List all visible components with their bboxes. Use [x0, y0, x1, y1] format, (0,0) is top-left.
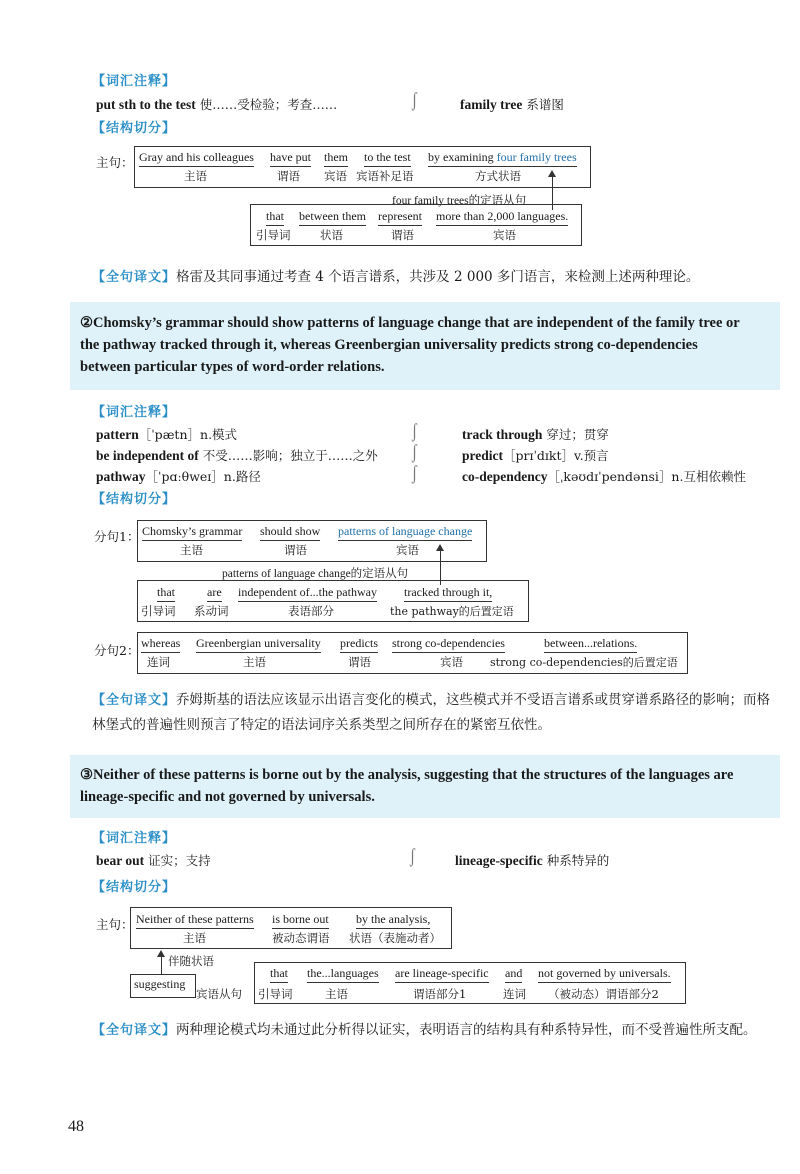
segment: suggesting [134, 977, 186, 991]
segment: Greenbergian universality [196, 636, 321, 653]
segment-label: 状语 [320, 228, 343, 242]
translation: 【全句译文】格雷及其同事通过考查 4 个语言谱系，共涉及 2 000 多门语言，来检测上述两种理论。 [92, 269, 700, 285]
clause2-prefix: 分句2： [94, 643, 140, 658]
segment: that [266, 209, 284, 226]
translation: 【全句译文】乔姆斯基的语法应该显示出语言变化的模式，这些模式并不受语言谱系或贯穿谱系路径的影响；而格林堡式的普遍性则预言了特定的语法词序关系类型之间所存在的紧密互依性。 [92, 692, 771, 733]
vocab-item: lineage-specific 种系特异的 [455, 853, 610, 868]
segment-label: 宾语 [493, 228, 516, 242]
segment-label: （被动态）谓语部分2 [548, 987, 659, 1001]
vocab-item: be independent of 不受……影响；独立于……之外 [96, 448, 378, 463]
sentence: ③Neither of these patterns is borne out by the analysis, suggesting that the structures of the languages are lineage-specific and not governed by universals. [80, 767, 734, 805]
clause-note: 伴随状语 [168, 954, 214, 968]
segment-label: 连词 [147, 655, 170, 669]
segment-label: the pathway的后置定语 [390, 605, 514, 618]
segment-label: 表语部分 [288, 604, 334, 618]
segment: between them [299, 209, 366, 226]
separator: ʃ [412, 90, 417, 112]
vocab-heading: 【词汇注释】 [92, 405, 177, 420]
vocab-heading: 【词汇注释】 [92, 74, 177, 89]
segment: Neither of these patterns [136, 912, 254, 929]
segment: are lineage-specific [395, 966, 489, 983]
sentence: ②Chomsky’s grammar should show patterns of language change that are independent of the family tree or the pathway tracked through it, whereas Greenbergian universality predicts strong co-dependencies between particular types of word-order relations. [80, 315, 740, 375]
segment: between...relations. [544, 636, 637, 653]
segment-label: 状语（表施动者） [349, 931, 441, 945]
vocab-item: pathway［ˈpɑːθweɪ］n.路径 [96, 469, 261, 484]
struct-heading: 【结构切分】 [92, 492, 177, 507]
separator: ʃ [410, 846, 415, 868]
vocab-item: family tree 系谱图 [460, 97, 564, 112]
segment-label: 主语 [180, 543, 203, 557]
segment: are [207, 585, 222, 602]
segment-label: 主语 [243, 655, 266, 669]
separator: ʃ [412, 463, 417, 485]
translation: 【全句译文】两种理论模式均未通过此分析得以证实，表明语言的结构具有种系特异性，而不受普遍性所支配。 [92, 1022, 757, 1038]
segment-label: 宾语 [440, 655, 463, 669]
segment-label: 宾语补足语 [356, 169, 414, 183]
separator: ʃ [412, 421, 417, 443]
arrow-up-icon [548, 170, 556, 177]
segment-label: 主语 [325, 987, 348, 1001]
segment-label: 系动词 [194, 604, 229, 618]
segment: whereas [141, 636, 180, 653]
arrow-up-icon [436, 544, 444, 551]
segment-label: 连词 [503, 987, 526, 1001]
clause-note: patterns of language change的定语从句 [222, 568, 409, 580]
vocab-item: track through 穿过；贯穿 [462, 427, 609, 442]
segment: have put [270, 150, 311, 167]
segment: them [324, 150, 348, 167]
segment: by the analysis, [356, 912, 430, 929]
vocab-item: bear out 证实；支持 [96, 853, 211, 868]
vocab-item: predict［prɪˈdɪkt］v.预言 [462, 448, 609, 463]
vocab-heading: 【词汇注释】 [92, 831, 177, 846]
segment-label: 谓语 [348, 655, 371, 669]
segment: that [157, 585, 175, 602]
segment-label: 谓语部分1 [413, 987, 467, 1001]
segment: Gray and his colleagues [139, 150, 254, 167]
segment: is borne out [272, 912, 329, 929]
segment: patterns of language change [338, 524, 472, 541]
segment-label: 引导词 [258, 987, 293, 1001]
clause1-prefix: 分句1： [94, 529, 140, 544]
segment: by examining four family trees [428, 150, 577, 167]
segment: that [270, 966, 288, 983]
segment: the...languages [307, 966, 379, 983]
struct-heading: 【结构切分】 [92, 880, 177, 895]
struct-heading: 【结构切分】 [92, 121, 177, 136]
segment-label: 宾语从句 [196, 987, 242, 1001]
segment-label: 宾语 [396, 543, 419, 557]
segment-label: 宾语 [324, 169, 347, 183]
page-number: 48 [68, 1118, 84, 1135]
segment-label: 谓语 [277, 169, 300, 183]
segment: and [505, 966, 522, 983]
segment-label: 主语 [184, 169, 207, 183]
segment-label: 主语 [183, 931, 206, 945]
segment-label: strong co-dependencies的后置定语 [490, 656, 678, 669]
segment-label: 引导词 [141, 604, 176, 618]
main-clause-prefix: 主句： [96, 917, 134, 932]
segment: predicts [340, 636, 378, 653]
separator: ʃ [412, 442, 417, 464]
vocab-item: put sth to the test 使……受检验；考查…… [96, 97, 338, 112]
segment-label: 引导词 [256, 228, 291, 242]
segment: tracked through it, [404, 585, 492, 602]
connector [161, 956, 162, 974]
clause-note: four family trees的定语从句 [392, 195, 527, 207]
segment: represent [378, 209, 422, 226]
vocab-item: co-dependency［ˌkəʊdɪˈpendənsi］n.互相依赖性 [462, 469, 746, 484]
segment: Chomsky’s grammar [142, 524, 242, 541]
arrow-up-icon [157, 950, 165, 957]
main-clause-prefix: 主句： [96, 155, 134, 170]
segment-label: 方式状语 [475, 169, 521, 183]
segment: strong co-dependencies [392, 636, 505, 653]
segment-label: 被动态谓语 [272, 931, 330, 945]
segment: should show [260, 524, 320, 541]
segment: not governed by universals. [538, 966, 671, 983]
vocab-item: pattern［ˈpætn］n.模式 [96, 427, 238, 442]
segment-label: 谓语 [284, 543, 307, 557]
segment: to the test [364, 150, 411, 167]
segment-label: 谓语 [391, 228, 414, 242]
segment: independent of...the pathway [238, 585, 377, 602]
segment: more than 2,000 languages. [436, 209, 568, 226]
